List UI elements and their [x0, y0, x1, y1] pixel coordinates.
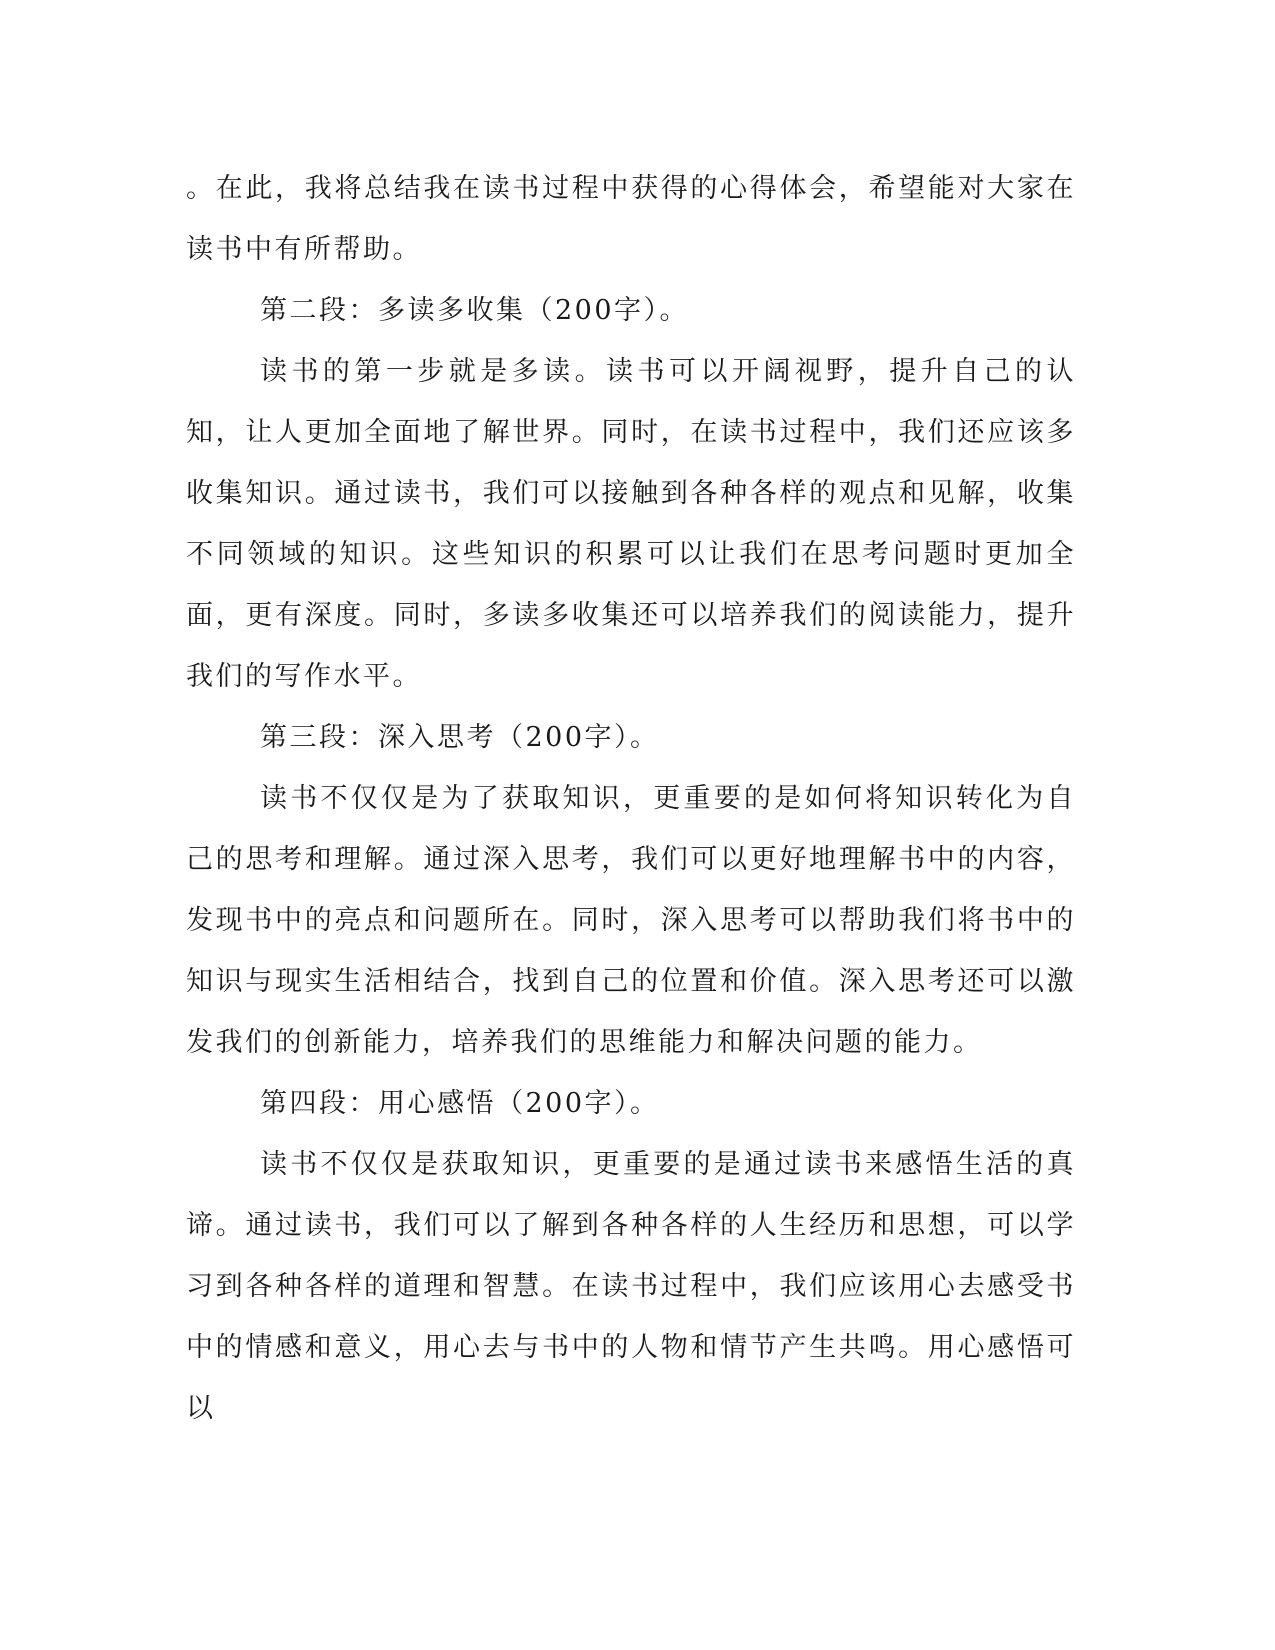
paragraph-heartfelt: 读书不仅仅是获取知识，更重要的是通过读书来感悟生活的真谛。通过读书，我们可以了解到各种各样的人生经历和思想，可以学习到各种各样的道理和智慧。在读书过程中，我们应该用心去感受书中的情感和意义，用心去与书中的人物和情节产生共鸣。用心感悟可以	[186, 1149, 1076, 1424]
paragraph-intro-continuation: 。在此，我将总结我在读书过程中获得的心得体会，希望能对大家在读书中有所帮助。	[186, 173, 1076, 265]
section-heading-2: 第二段：多读多收集（200字）。	[260, 295, 690, 326]
paragraph-read-collect: 读书的第一步就是多读。读书可以开阔视野，提升自己的认知，让人更加全面地了解世界。同时，在读书过程中，我们还应该多收集知识。通过读书，我们可以接触到各种各样的观点和见解，收集不同领域的知识。这些知识的积累可以让我们在思考问题时更加全面，更有深度。同时，多读多收集还可以培养我们的阅读能力，提升我们的写作水平。	[186, 356, 1076, 692]
section-heading-3: 第三段：深入思考（200字）。	[260, 722, 660, 753]
section-heading-4: 第四段：用心感悟（200字）。	[260, 1088, 660, 1119]
document-body	[186, 158, 1076, 1439]
paragraph-deep-thinking: 读书不仅仅是为了获取知识，更重要的是如何将知识转化为自己的思考和理解。通过深入思考，我们可以更好地理解书中的内容，发现书中的亮点和问题所在。同时，深入思考可以帮助我们将书中的知识与现实生活相结合，找到自己的位置和价值。深入思考还可以激发我们的创新能力，培养我们的思维能力和解决问题的能力。	[186, 783, 1076, 1058]
